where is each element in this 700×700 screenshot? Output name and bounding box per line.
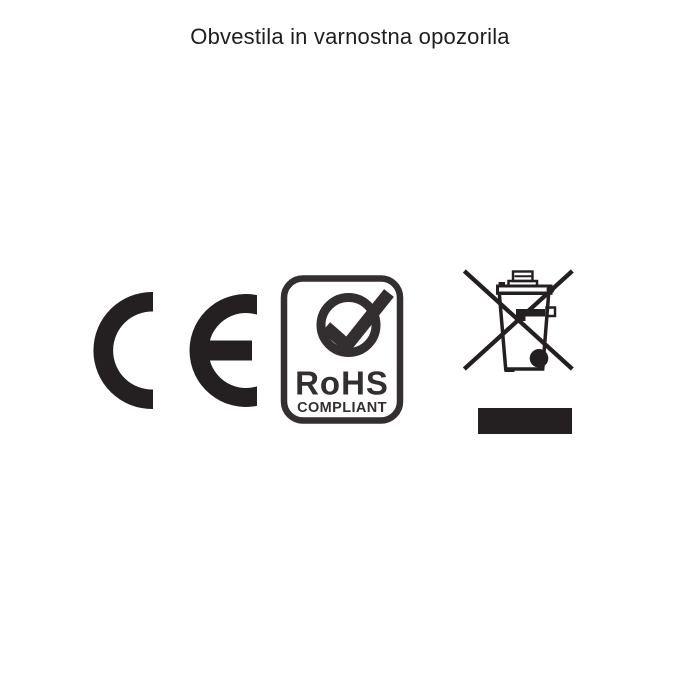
rohs-compliant-badge (278, 273, 406, 426)
rohs-label-main: RoHS (295, 364, 389, 402)
ce-letters (93, 292, 257, 409)
weee-lid-nub (499, 282, 506, 286)
weee-foot (505, 368, 515, 373)
section-title: Obvestila in varnostna opozorila (190, 24, 510, 49)
ce-letter-e-bar (207, 341, 252, 361)
rohs-labels (295, 365, 389, 417)
weee-crossed-bin-icon (455, 255, 600, 445)
ce-mark-icon (90, 290, 260, 412)
weee-wheel (530, 349, 549, 368)
weee-underline-bar (478, 408, 572, 434)
ce-letter-c (93, 292, 153, 409)
rohs-label-sub: COMPLIANT (297, 400, 387, 416)
